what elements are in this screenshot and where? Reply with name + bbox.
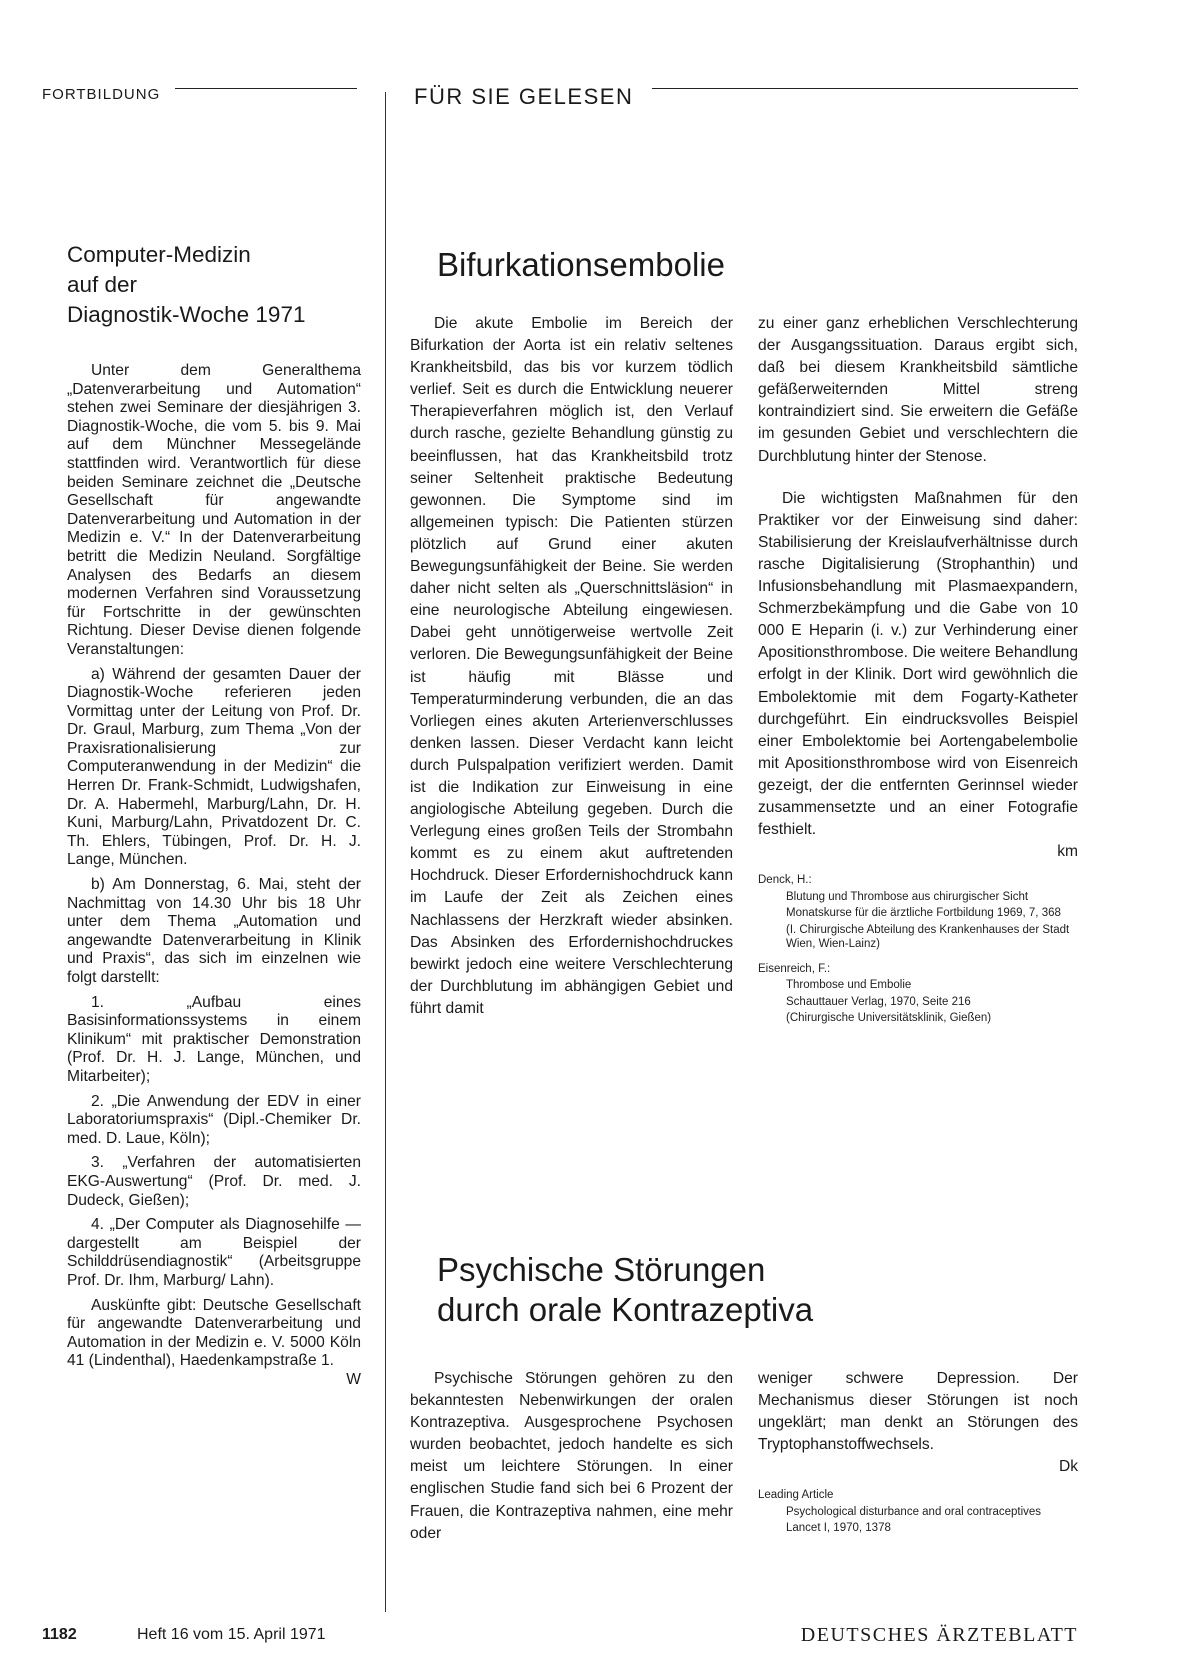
list-item: 1. „Aufbau eines Basisinformationssystems in einem Klinikum“ mit praktischer Demonstration (Prof. Dr. H. J. Lange, München, und Mitarbeiter); — [67, 993, 361, 1085]
list-item: 2. „Die Anwendung der EDV in einer Laboratoriumspraxis“ (Dipl.-Chemiker Dr. med. D. Laue, Köln); — [67, 1092, 361, 1147]
paragraph: b) Am Donnerstag, 6. Mai, steht der Nachmittag von 14.30 Uhr bis 18 Uhr unter dem Thema „Automation und angewandte Datenverarbeitung in Klinik und Praxis“, das sich im einzelnen wie folgt darstellt: — [67, 876, 361, 986]
title-line: Psychische Störungen — [437, 1251, 766, 1288]
paragraph: weniger schwere Depression. Der Mechanismus dieser Störungen ist noch ungeklärt; man denkt an Störungen des Tryptophanstoffwechsels. — [758, 1370, 1078, 1454]
left-article-title — [67, 240, 377, 330]
reference-line: Psychological disturbance and oral contraceptives — [786, 1505, 1042, 1518]
paragraph: Die wichtigsten Maßnahmen für den Praktiker vor der Einweisung sind daher: Stabilisierung der Kreislaufverhältnisse durch rasche Digitalisierung (Strophanthin) und Infusionsbehandlung mit Plasmaexpandern, Schmerzbekämpfung und die Gabe von 10 000 E Heparin (i. v.) zur Verhinderung einer Apositionsthrombose. Die weitere Behandlung erfolgt in der Klinik. Dort wird gewöhnlich die Embolektomie mit dem Fogarty-Katheter durchgeführt. Ein eindrucksvolles Beispiel einer Embolektomie bei Aortengabelembolie mit Apositionsthrombose wird von Eisenreich gezeigt, der die entfernten Gerinnsel wieder zusammensetzte und an einer Fotografie festhielt. — [758, 489, 1078, 839]
issue-info: Heft 16 vom 15. April 1971 — [137, 1626, 326, 1643]
paragraph: Auskünfte gibt: Deutsche Gesellschaft für angewandte Datenverarbeitung und Automation in der Medizin e. V. 5000 Köln 41 (Lindenthal), Haedenkampstraße 1. — [67, 1296, 361, 1370]
reference-line: Lancet I, 1970, 1378 — [786, 1522, 891, 1535]
reference-author: Eisenreich, F.: — [758, 962, 831, 975]
reference-line: Schauttauer Verlag, 1970, Seite 216 — [786, 995, 971, 1008]
article2-column-2 — [758, 1368, 1078, 1536]
reference-line: Thrombose und Embolie — [786, 979, 912, 992]
reference-line: (I. Chirurgische Abteilung des Krankenhauses der Stadt Wien, Wien-Lainz) — [786, 923, 1070, 951]
list-item: 3. „Verfahren der automatisierten EKG-Auswertung“ (Prof. Dr. med. J. Dudeck, Gießen); — [67, 1154, 361, 1209]
column-divider — [385, 92, 386, 1612]
paragraph: Unter dem Generalthema „Datenverarbeitung und Automation“ stehen zwei Seminare der diesjährigen 3. Diagnostik-Woche, die vom 5. bis 9. Mai auf dem Münchner Messegelände stattfinden wird. Verantwortlich für diese beiden Seminare zeichnet die „Deutsche Gesellschaft für angewandte Datenverarbeitung und Automation in der Medizin e. V.“ In der Datenverarbeitung betritt die Medizin Neuland. Sorgfältige Analysen des Bedarfs an diesem modernen Verfahren sind Voraussetzung für Fortschritte in der gewünschten Richtung. Dieser Devise dienen folgende Veranstaltungen: — [67, 362, 361, 658]
reference-line: Blutung und Thrombose aus chirurgischer Sicht — [786, 890, 1029, 903]
article-title-psychische-stoerungen — [437, 1250, 1077, 1330]
header-rule-left — [175, 88, 357, 89]
signature-line — [758, 1456, 1078, 1478]
list-item: 4. „Der Computer als Diagnosehilfe — dargestellt am Beispiel der Schilddrüsendiagnostik“ (Arbeitsgruppe Prof. Dr. Ihm, Marburg/ Lahn). — [67, 1216, 361, 1289]
article2-column-1 — [410, 1368, 733, 1545]
author-signature: km — [1057, 843, 1078, 861]
author-signature: Dk — [1058, 1458, 1078, 1476]
references — [758, 873, 1078, 1026]
paragraph: a) Während der gesamten Dauer der Diagnostik-Woche referieren jeden Vormittag unter der Leitung von Prof. Dr. Dr. Graul, Marburg, zum Thema „Von der Praxisrationalisierung zur Computeranwendung in der Medizin“ die Herren Dr. Frank-Schmidt, Ludwigshafen, Dr. A. Habermehl, Marburg/Lahn, Dr. H. Kuni, Marburg/Lahn, Privatdozent Dr. C. Th. Ehlers, Tübingen, Prof. Dr. H. J. Lange, München. — [67, 665, 361, 869]
paragraph: Die akute Embolie im Bereich der Bifurkation der Aorta ist ein relativ seltenes Krankheitsbild, das bis vor kurzem tödlich verlief. Seit es durch die Entwicklung neuerer Therapieverfahren möglich ist, den Verlauf durch rasche, gezielte Behandlung günstig zu beeinflussen, hat das Krankheitsbild trotz seiner Seltenheit praktische Bedeutung gewonnen. Die Symptome sind im allgemeinen typisch: Die Patienten stürzen plötzlich auf Grund einer akuten Bewegungsunfähigkeit der Beine. Sie werden daher nicht selten als „Querschnittsläsion“ in eine neurologische Abteilung eingewiesen. Dabei geht unnötigerweise wertvolle Zeit verloren. Die Bewegungsunfähigkeit der Beine ist häufig mit Blässe und Temperaturminderung verbunden, die an das Vorliegen eines akuten Arterienverschlusses denken lassen. Dieser Verdacht kann leicht durch Pulspalpation verifiziert werden. Damit ist die Indikation zur Einweisung in eine angiologische Abteilung gegeben. Durch die Verlegung eines großen Teils der Strombahn kommt es zu einem akut auftretenden Hochdruck. Dieser Erfordernishochdruck kann im Laufe der Zeit als Zeichen eines Nachlassens der Herzkraft wieder absinken. Das Absinken des Erfordernishochdruckes bewirkt jedoch eine weitere Verschlechterung der Durchblutung im abhängigen Gebiet und führt damit — [410, 315, 733, 1017]
section-label-fortbildung: FORTBILDUNG — [42, 86, 161, 103]
title-line: Diagnostik-Woche 1971 — [67, 302, 306, 327]
reference-author: Denck, H.: — [758, 874, 812, 887]
title-line: durch orale Kontrazeptiva — [437, 1291, 814, 1328]
references — [758, 1488, 1078, 1536]
title-line: Computer-Medizin — [67, 242, 251, 267]
magazine-name: DEUTSCHES ÄRZTEBLATT — [800, 1624, 1078, 1646]
reference-line: (Chirurgische Universitätsklinik, Gießen) — [786, 1012, 992, 1025]
left-article-body — [67, 362, 361, 1389]
signature-line — [67, 1371, 361, 1390]
section-label-fuer-sie-gelesen: FÜR SIE GELESEN — [414, 84, 634, 109]
page-number: 1182 — [42, 1626, 77, 1643]
reference-line: Monatskurse für die ärztliche Fortbildung 1969, 7, 368 — [786, 907, 1061, 920]
author-signature: W — [346, 1370, 361, 1388]
paragraph: Psychische Störungen gehören zu den bekanntesten Nebenwirkungen der oralen Kontrazeptiva. Ausgesprochene Psychosen wurden beobachtet, jedoch handelte es sich meist um leichtere Störungen. In einer englischen Studie fand sich bei 6 Prozent der Frauen, die Kontrazeptiva nahmen, eine mehr oder — [410, 1370, 733, 1542]
title-line: auf der — [67, 272, 138, 297]
reference-author: Leading Article — [758, 1489, 834, 1502]
paragraph: zu einer ganz erheblichen Verschlechterung der Ausgangssituation. Daraus ergibt sich, daß bei diesem Krankheitsbild sämtliche gefäßerweiternden Mittel streng kontraindiziert sind. Sie erweitern die Gefäße im gesunden Gebiet und verschlechtern die Durchblutung hinter der Stenose. — [758, 315, 1078, 465]
article1-column-1 — [410, 313, 733, 1020]
signature-line — [758, 841, 1078, 863]
paragraph-gap — [758, 468, 1078, 488]
header-rule-right — [652, 88, 1078, 89]
article1-column-2 — [758, 313, 1078, 1026]
article-title-bifurkationsembolie: Bifurkationsembolie — [437, 246, 725, 283]
